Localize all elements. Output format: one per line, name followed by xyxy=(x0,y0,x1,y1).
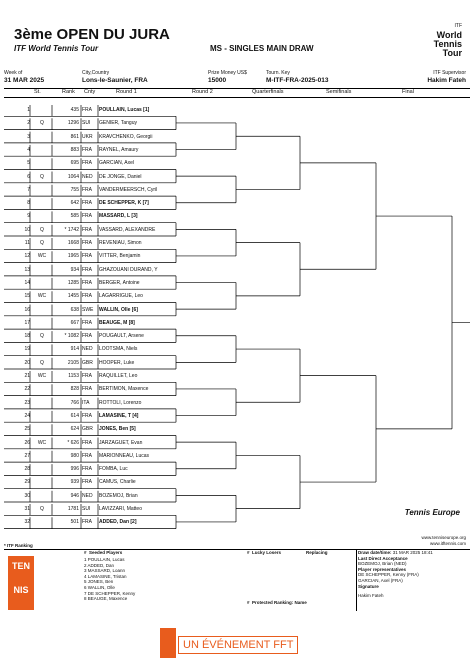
player-rank: 695 xyxy=(70,160,79,167)
city-label: City,Country xyxy=(82,70,110,76)
tennis-europe-logo: Tennis Europe xyxy=(404,508,460,517)
draw-number: 23 xyxy=(24,399,30,406)
draw-number: 2 xyxy=(27,120,30,127)
lucky-losers-title xyxy=(247,550,281,556)
entry-status: Q xyxy=(40,240,44,246)
player-rank: 861 xyxy=(70,133,79,140)
player-country: NED xyxy=(82,346,93,353)
supervisor-value: Hakim Fateh xyxy=(427,77,466,84)
player-rank: 1153 xyxy=(68,373,79,379)
player-country: FRA xyxy=(82,519,92,526)
player-rank: 980 xyxy=(70,452,79,459)
player-rank: 501 xyxy=(70,519,79,526)
col-country: Cnty xyxy=(84,89,96,95)
player-country: FRA xyxy=(82,412,92,419)
player-rank: 1965 xyxy=(67,253,79,260)
info-divider xyxy=(356,549,357,611)
draw-number: 32 xyxy=(24,519,30,526)
player-rank: 2105 xyxy=(67,359,79,366)
tkey-value: M-ITF-FRA-2025-013 xyxy=(266,77,329,84)
player-country: FRA xyxy=(82,213,92,220)
logo-top: ITF xyxy=(454,23,462,29)
draw-number: 27 xyxy=(24,452,30,459)
draw-number: 18 xyxy=(24,333,30,340)
player-name: VASSARD, ALEXANDRE xyxy=(99,226,156,233)
col-round2: Round 2 xyxy=(192,89,213,95)
player-name: CAMUS, Charlie xyxy=(99,479,136,486)
player-country: FRA xyxy=(82,452,92,459)
col-final: Final xyxy=(402,89,414,95)
tenis-logo xyxy=(8,556,34,610)
draw-number: 26 xyxy=(24,439,30,446)
entry-status: Q xyxy=(40,506,44,512)
player-country: SUI xyxy=(82,120,91,127)
draw-date: Draw date/time: 31 MAR 2025 18:41 xyxy=(358,550,433,555)
logo-line: Tour xyxy=(442,48,462,58)
city-value: Lons-le-Saunier, FRA xyxy=(82,77,148,84)
player-name: VANDERMEERSCH, Cyril xyxy=(99,186,158,193)
player-rank: * 1082 xyxy=(64,333,79,340)
player-country: FRA xyxy=(82,479,92,486)
player-country: FRA xyxy=(82,279,92,286)
signature-label: Signature xyxy=(358,583,379,589)
fft-tenis-logo xyxy=(160,628,176,658)
player-country: FRA xyxy=(82,253,92,260)
subtitle: ITF World Tennis Tour xyxy=(14,44,99,53)
player-rank: 883 xyxy=(70,146,79,153)
player-country: FRA xyxy=(82,333,92,340)
player-name: ADDED, Dan [2] xyxy=(99,519,137,526)
col-quarterfinals: Quarterfinals xyxy=(252,89,284,95)
week-value: 31 MAR 2025 xyxy=(4,77,45,84)
entry-status: Q xyxy=(40,226,44,233)
draw-number: 1 xyxy=(27,107,30,113)
player-name: GENIER, Tanguy xyxy=(99,120,137,127)
event-badge: UN ÉVÉNEMENT FFT xyxy=(178,636,298,654)
player-rank: * 626 xyxy=(67,439,79,446)
draw-number: 30 xyxy=(24,492,30,499)
player-rank: 624 xyxy=(70,426,79,433)
player-rank: 1781 xyxy=(67,506,79,512)
player-country: FRA xyxy=(82,240,92,246)
seeded-player: 5 JONES, Ben xyxy=(84,579,114,585)
player-country: ITA xyxy=(82,399,90,406)
player-name: WALLIN, Olle [6] xyxy=(99,306,138,313)
player-rank: 614 xyxy=(70,412,79,419)
player-name: DE SCHEPPER, K [7] xyxy=(99,200,149,207)
lucky-hash: # xyxy=(247,550,253,555)
draw-number: 13 xyxy=(24,266,30,273)
player-rank: * 1742 xyxy=(64,226,79,233)
draw-number: 19 xyxy=(24,346,30,353)
draw-name: MS - SINGLES MAIN DRAW xyxy=(210,44,314,53)
player-country: GBR xyxy=(82,426,93,433)
player-country: FRA xyxy=(82,266,92,273)
player-country: FRA xyxy=(82,373,92,379)
player-country: GBR xyxy=(82,359,93,366)
player-name: LOOTSMA, Niels xyxy=(99,346,138,353)
player-name: LAGARRIGUE, Leo xyxy=(99,293,143,300)
player-rank: 766 xyxy=(70,399,79,406)
player-country: SUI xyxy=(82,506,91,512)
player-country: UKR xyxy=(82,133,93,140)
col-status: St. xyxy=(34,89,41,95)
player-country: FRA xyxy=(82,200,92,207)
player-rank: 1296 xyxy=(67,120,79,127)
player-name: MASSARD, L [3] xyxy=(99,213,138,220)
player-rank: 1064 xyxy=(67,173,79,180)
reps-label: Player representatives xyxy=(358,566,407,572)
protected-hash: # xyxy=(247,600,253,605)
tenis-logo-line: NIS xyxy=(13,585,29,595)
player-name: HOOPER, Luke xyxy=(99,359,135,366)
player-country: FRA xyxy=(82,466,92,473)
seeded-player: 6 WALLIN, Olle xyxy=(84,584,115,590)
draw-number: 24 xyxy=(24,412,30,419)
draw-number: 12 xyxy=(24,253,30,260)
player-country: FRA xyxy=(82,226,92,233)
player-rank: 934 xyxy=(70,266,79,273)
player-name: FOMBA, Luc xyxy=(99,466,128,473)
col-semifinals: Semifinals xyxy=(326,89,352,95)
player-rank: 914 xyxy=(70,346,79,353)
seeded-player: 3 MASSARD, Loann xyxy=(84,568,126,574)
seeded-label: Seeded Players xyxy=(89,550,123,555)
seeded-hash: # xyxy=(84,550,90,555)
entry-status: Q xyxy=(40,359,44,366)
player-country: SWE xyxy=(82,306,94,313)
player-name: BERTIMON, Maxence xyxy=(99,386,149,393)
draw-number: 8 xyxy=(27,200,30,207)
player-rank: 828 xyxy=(70,386,79,393)
player-country: FRA xyxy=(82,439,92,446)
player-rank: 946 xyxy=(70,492,79,499)
draw-number: 6 xyxy=(27,173,30,180)
seeded-list xyxy=(84,557,135,602)
player-country: FRA xyxy=(82,160,92,167)
player-rank: 1285 xyxy=(67,279,79,286)
seeded-player: 2 ADDED, Dan xyxy=(84,562,115,568)
player-name: POUGAULT, Arsene xyxy=(99,333,144,340)
itf-ranking-note: * ITF Ranking xyxy=(4,543,33,548)
player-country: FRA xyxy=(82,293,92,300)
player-rank: 939 xyxy=(70,479,79,486)
signature-value: Hakim Fateh xyxy=(358,593,384,599)
player-rank: 642 xyxy=(70,200,79,207)
entry-status: WC xyxy=(37,439,47,446)
player-country: FRA xyxy=(82,319,92,326)
seeded-player: 4 LAMASINE, Tristan xyxy=(84,573,127,579)
seeded-player: 7 DE SCHEPPER, Kenny xyxy=(84,590,136,596)
player-country: FRA xyxy=(82,186,92,193)
draw-number: 29 xyxy=(24,479,30,486)
player-country: NED xyxy=(82,173,93,180)
player-name: JONES, Ben [5] xyxy=(99,426,136,433)
player-name: GARCIAN, Axel xyxy=(99,160,135,167)
draw-number: 28 xyxy=(24,466,30,473)
player-name: LAVIZZARI, Matteo xyxy=(99,506,142,512)
player-country: NED xyxy=(82,492,93,499)
draw-number: 16 xyxy=(24,306,30,313)
player-name: RAYNEL, Amaury xyxy=(99,146,139,153)
prize-value: 15000 xyxy=(208,77,227,84)
player-name: BOZEMOJ, Brian xyxy=(99,492,138,499)
player-rank: 638 xyxy=(70,306,79,313)
player-rank: 755 xyxy=(70,186,79,193)
draw-number: 10 xyxy=(24,226,30,233)
player-rank: 996 xyxy=(70,466,79,473)
player-country: FRA xyxy=(82,146,92,153)
player-rank: 585 xyxy=(70,213,79,220)
last-direct-label: Last Direct Acceptance xyxy=(358,555,408,561)
seeded-player: 8 BEAUGE, Maxence xyxy=(84,596,128,602)
supervisor-label: ITF Supervisor xyxy=(433,70,466,76)
prize-label: Prize Money US$ xyxy=(208,70,247,76)
player-name: ROTTOLI, Lorenzo xyxy=(99,399,142,406)
seeded-title xyxy=(84,550,122,556)
website-tenniseurope: www.tenniseurope.org xyxy=(421,535,466,540)
draw-number: 5 xyxy=(27,160,30,167)
tkey-label: Tourn. Key xyxy=(266,70,290,76)
entry-status: WC xyxy=(37,373,47,379)
player-name: VITTER, Benjamin xyxy=(99,253,141,260)
player-name: GHAZOUANI DURAND, Y xyxy=(99,266,158,273)
col-round1: Round 1 xyxy=(116,89,137,95)
seeded-player: 1 POULLAIN, Lucas xyxy=(84,557,125,562)
protected-label: Protected Ranking: Name xyxy=(252,600,307,605)
player-country: FRA xyxy=(82,386,92,393)
player-rank: 667 xyxy=(70,319,79,326)
player-name: KRAVCHENKO, Georgii xyxy=(99,133,153,140)
lucky-label: Lucky Losers xyxy=(252,550,282,555)
logo-line: World xyxy=(436,30,462,40)
draw-number: 31 xyxy=(24,506,30,512)
draw-number: 22 xyxy=(24,386,30,393)
protected-ranking xyxy=(247,600,307,606)
rep-2: GARCIAN, Axel (FRA) xyxy=(358,577,403,583)
entry-status: Q xyxy=(40,173,44,180)
player-rank: 1668 xyxy=(67,240,79,246)
draw-number: 4 xyxy=(27,146,30,153)
week-label: Week of xyxy=(4,70,23,76)
tenis-logo-line: TEN xyxy=(12,561,30,571)
player-name: BERGER, Antoine xyxy=(99,279,140,286)
replacing-title: Replacing xyxy=(306,550,328,555)
draw-info xyxy=(358,550,470,599)
draw-number: 20 xyxy=(24,359,30,366)
draw-number: 17 xyxy=(24,319,30,326)
draw-number: 25 xyxy=(24,426,30,433)
player-name: RAQUILLET, Leo xyxy=(99,373,138,379)
draw-number: 15 xyxy=(24,293,30,300)
entry-status: Q xyxy=(40,120,44,127)
rep-1: DE SCHEPPER, Kenny (FRA) xyxy=(358,572,419,578)
page-title: 3ème OPEN DU JURA xyxy=(14,26,170,43)
draw-number: 14 xyxy=(24,279,30,286)
entry-status: WC xyxy=(37,293,47,300)
player-name: BEAUGE, M [8] xyxy=(99,319,135,326)
draw-number: 9 xyxy=(27,213,30,220)
player-name: JARZAGUET, Evan xyxy=(99,439,143,446)
logo-line: Tennis xyxy=(433,39,462,49)
player-name: LAMASINE, T [4] xyxy=(99,412,139,419)
player-name: POULLAIN, Lucas [1] xyxy=(99,107,150,113)
draw-number: 21 xyxy=(24,373,30,379)
last-direct-value: BOZEMOJ, Brian (NED) xyxy=(358,561,407,567)
player-rank: 1455 xyxy=(67,293,79,300)
player-name: MARIONNEAU, Lucas xyxy=(99,452,150,459)
col-rank: Rank xyxy=(62,89,75,95)
draw-number: 3 xyxy=(27,133,30,140)
draw-number: 11 xyxy=(24,240,30,246)
draw-number: 7 xyxy=(27,186,30,193)
player-country: FRA xyxy=(82,107,92,113)
entry-status: WC xyxy=(37,253,47,260)
entry-status: Q xyxy=(40,333,44,340)
player-rank: 435 xyxy=(70,107,79,113)
website-itf: www.itftennis.com xyxy=(429,541,466,546)
player-name: DE JONGE, Daniel xyxy=(99,173,142,180)
player-name: REVENIAU, Simon xyxy=(99,240,142,246)
